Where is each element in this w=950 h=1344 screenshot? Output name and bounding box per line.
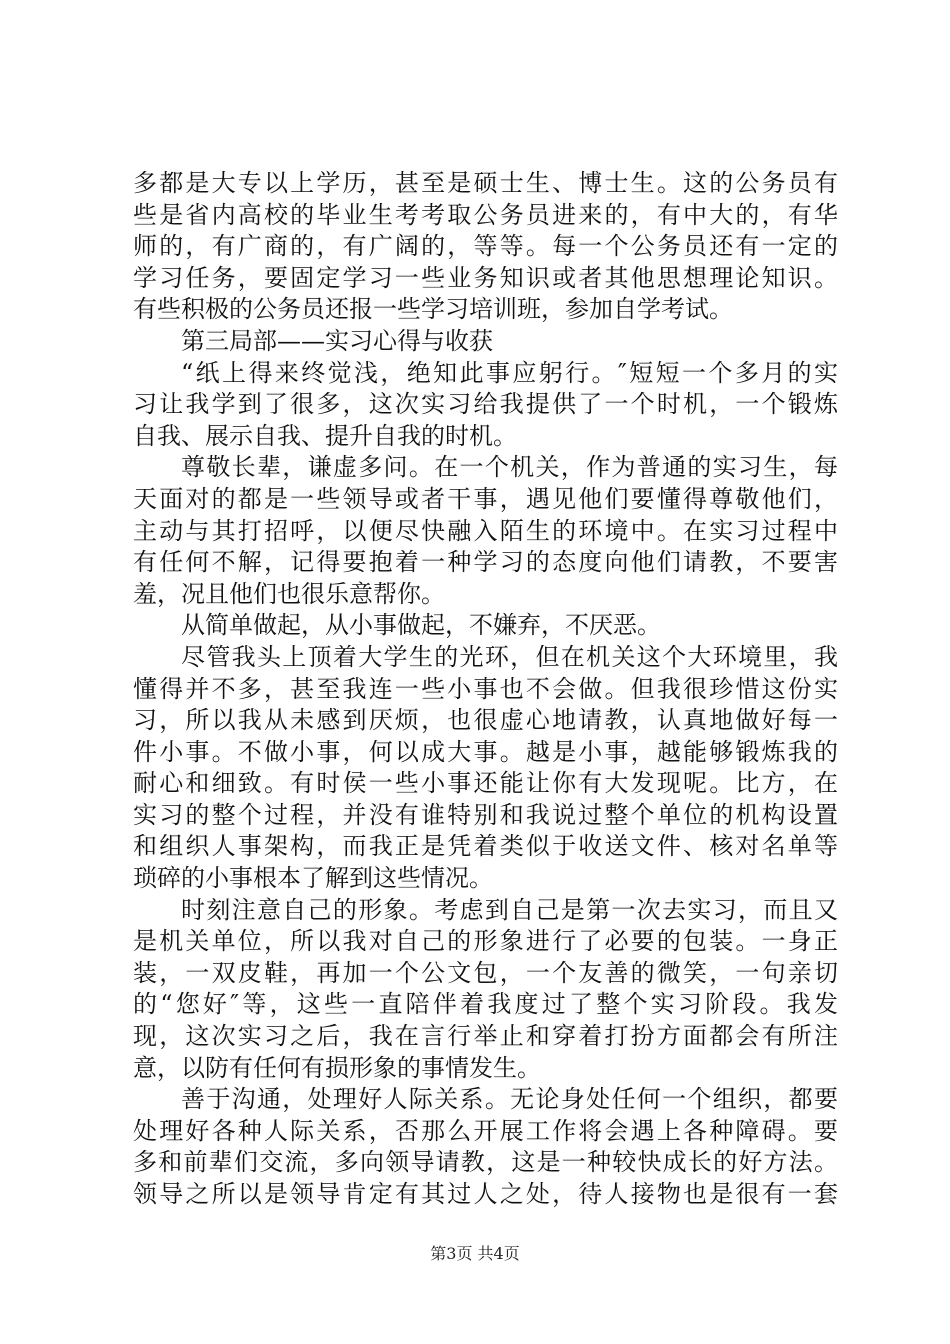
text-line: 和组织人事架构，而我正是凭着类似于收送文件、核对名单等 — [133, 832, 838, 861]
text-line: 主动与其打招呼，以便尽快融入陌生的环境中。在实习过程中 — [133, 516, 838, 545]
text-line: 是机关单位，所以我对自己的形象进行了必要的包装。一身正 — [133, 927, 838, 956]
text-line: 习，所以我从未感到厌烦，也很虚心地请教，认真地做好每一 — [133, 706, 838, 735]
text-line: 自我、展示自我、提升自我的时机。 — [133, 421, 517, 450]
text-line: 的“您好″等，这些一直陪伴着我度过了整个实习阶段。我发 — [133, 990, 838, 1019]
text-line: 尊敬长辈，谦虚多问。在一个机关，作为普通的实习生，每 — [181, 453, 838, 482]
text-line: 有任何不解，记得要抱着一种学习的态度向他们请教，不要害 — [133, 548, 838, 577]
page-footer: 第3页 共4页 — [430, 1244, 520, 1263]
text-line: 尽管我头上顶着大学生的光环，但在机关这个大环境里，我 — [181, 642, 838, 671]
text-line: 些是省内高校的毕业生考考取公务员进来的，有中大的，有华 — [133, 200, 838, 229]
text-line: 装，一双皮鞋，再加一个公文包，一个友善的微笑，一句亲切 — [133, 958, 838, 987]
text-line: 实习的整个过程，并没有谁特别和我说过整个单位的机构设置 — [133, 800, 838, 829]
text-line: 多都是大专以上学历，甚至是硕士生、博士生。这的公务员有 — [133, 169, 838, 197]
text-line: 天面对的都是一些领导或者干事，遇见他们要懂得尊敬他们， — [133, 484, 838, 513]
text-line: 意，以防有任何有损形象的事情发生。 — [133, 1053, 541, 1082]
text-line: 懂得并不多，甚至我连一些小事也不会做。但我很珍惜这份实 — [133, 674, 838, 703]
document-body — [133, 168, 838, 1211]
text-line: 多和前辈们交流，多向领导请教，这是一种较快成长的好方法。 — [133, 1148, 838, 1177]
text-line: 耐心和细致。有时侯一些小事还能让你有大发现呢。比方，在 — [133, 769, 838, 798]
text-line: 学习任务，要固定学习一些业务知识或者其他思想理论知识。 — [133, 263, 838, 292]
text-line: 有些积极的公务员还报一些学习培训班，参加自学考试。 — [133, 295, 733, 324]
text-line: 处理好各种人际关系，否那么开展工作将会遇上各种障碍。要 — [133, 1116, 838, 1145]
text-line: 现，这次实习之后，我在言行举止和穿着打扮方面都会有所注 — [133, 1022, 838, 1051]
text-line: 善于沟通，处理好人际关系。无论身处任何一个组织，都要 — [181, 1085, 838, 1114]
text-line: “纸上得来终觉浅，绝知此事应躬行。″短短一个多月的实 — [181, 358, 838, 387]
text-line: 件小事。不做小事，何以成大事。越是小事，越能够锻炼我的 — [133, 737, 838, 766]
text-line: 习让我学到了很多，这次实习给我提供了一个时机，一个锻炼 — [133, 390, 838, 419]
text-line: 师的，有广商的，有广阔的，等等。每一个公务员还有一定的 — [133, 232, 838, 261]
text-line: 羞，况且他们也很乐意帮你。 — [133, 579, 445, 608]
text-line: 从简单做起，从小事做起，不嫌弃，不厌恶。 — [181, 611, 661, 640]
text-line: 时刻注意自己的形象。考虑到自己是第一次去实习，而且又 — [181, 895, 838, 924]
text-line: 第三局部——实习心得与收获 — [181, 326, 493, 355]
text-line: 领导之所以是领导肯定有其过人之处，待人接物也是很有一套 — [133, 1180, 838, 1208]
text-line: 琐碎的小事根本了解到这些情况。 — [133, 864, 493, 893]
